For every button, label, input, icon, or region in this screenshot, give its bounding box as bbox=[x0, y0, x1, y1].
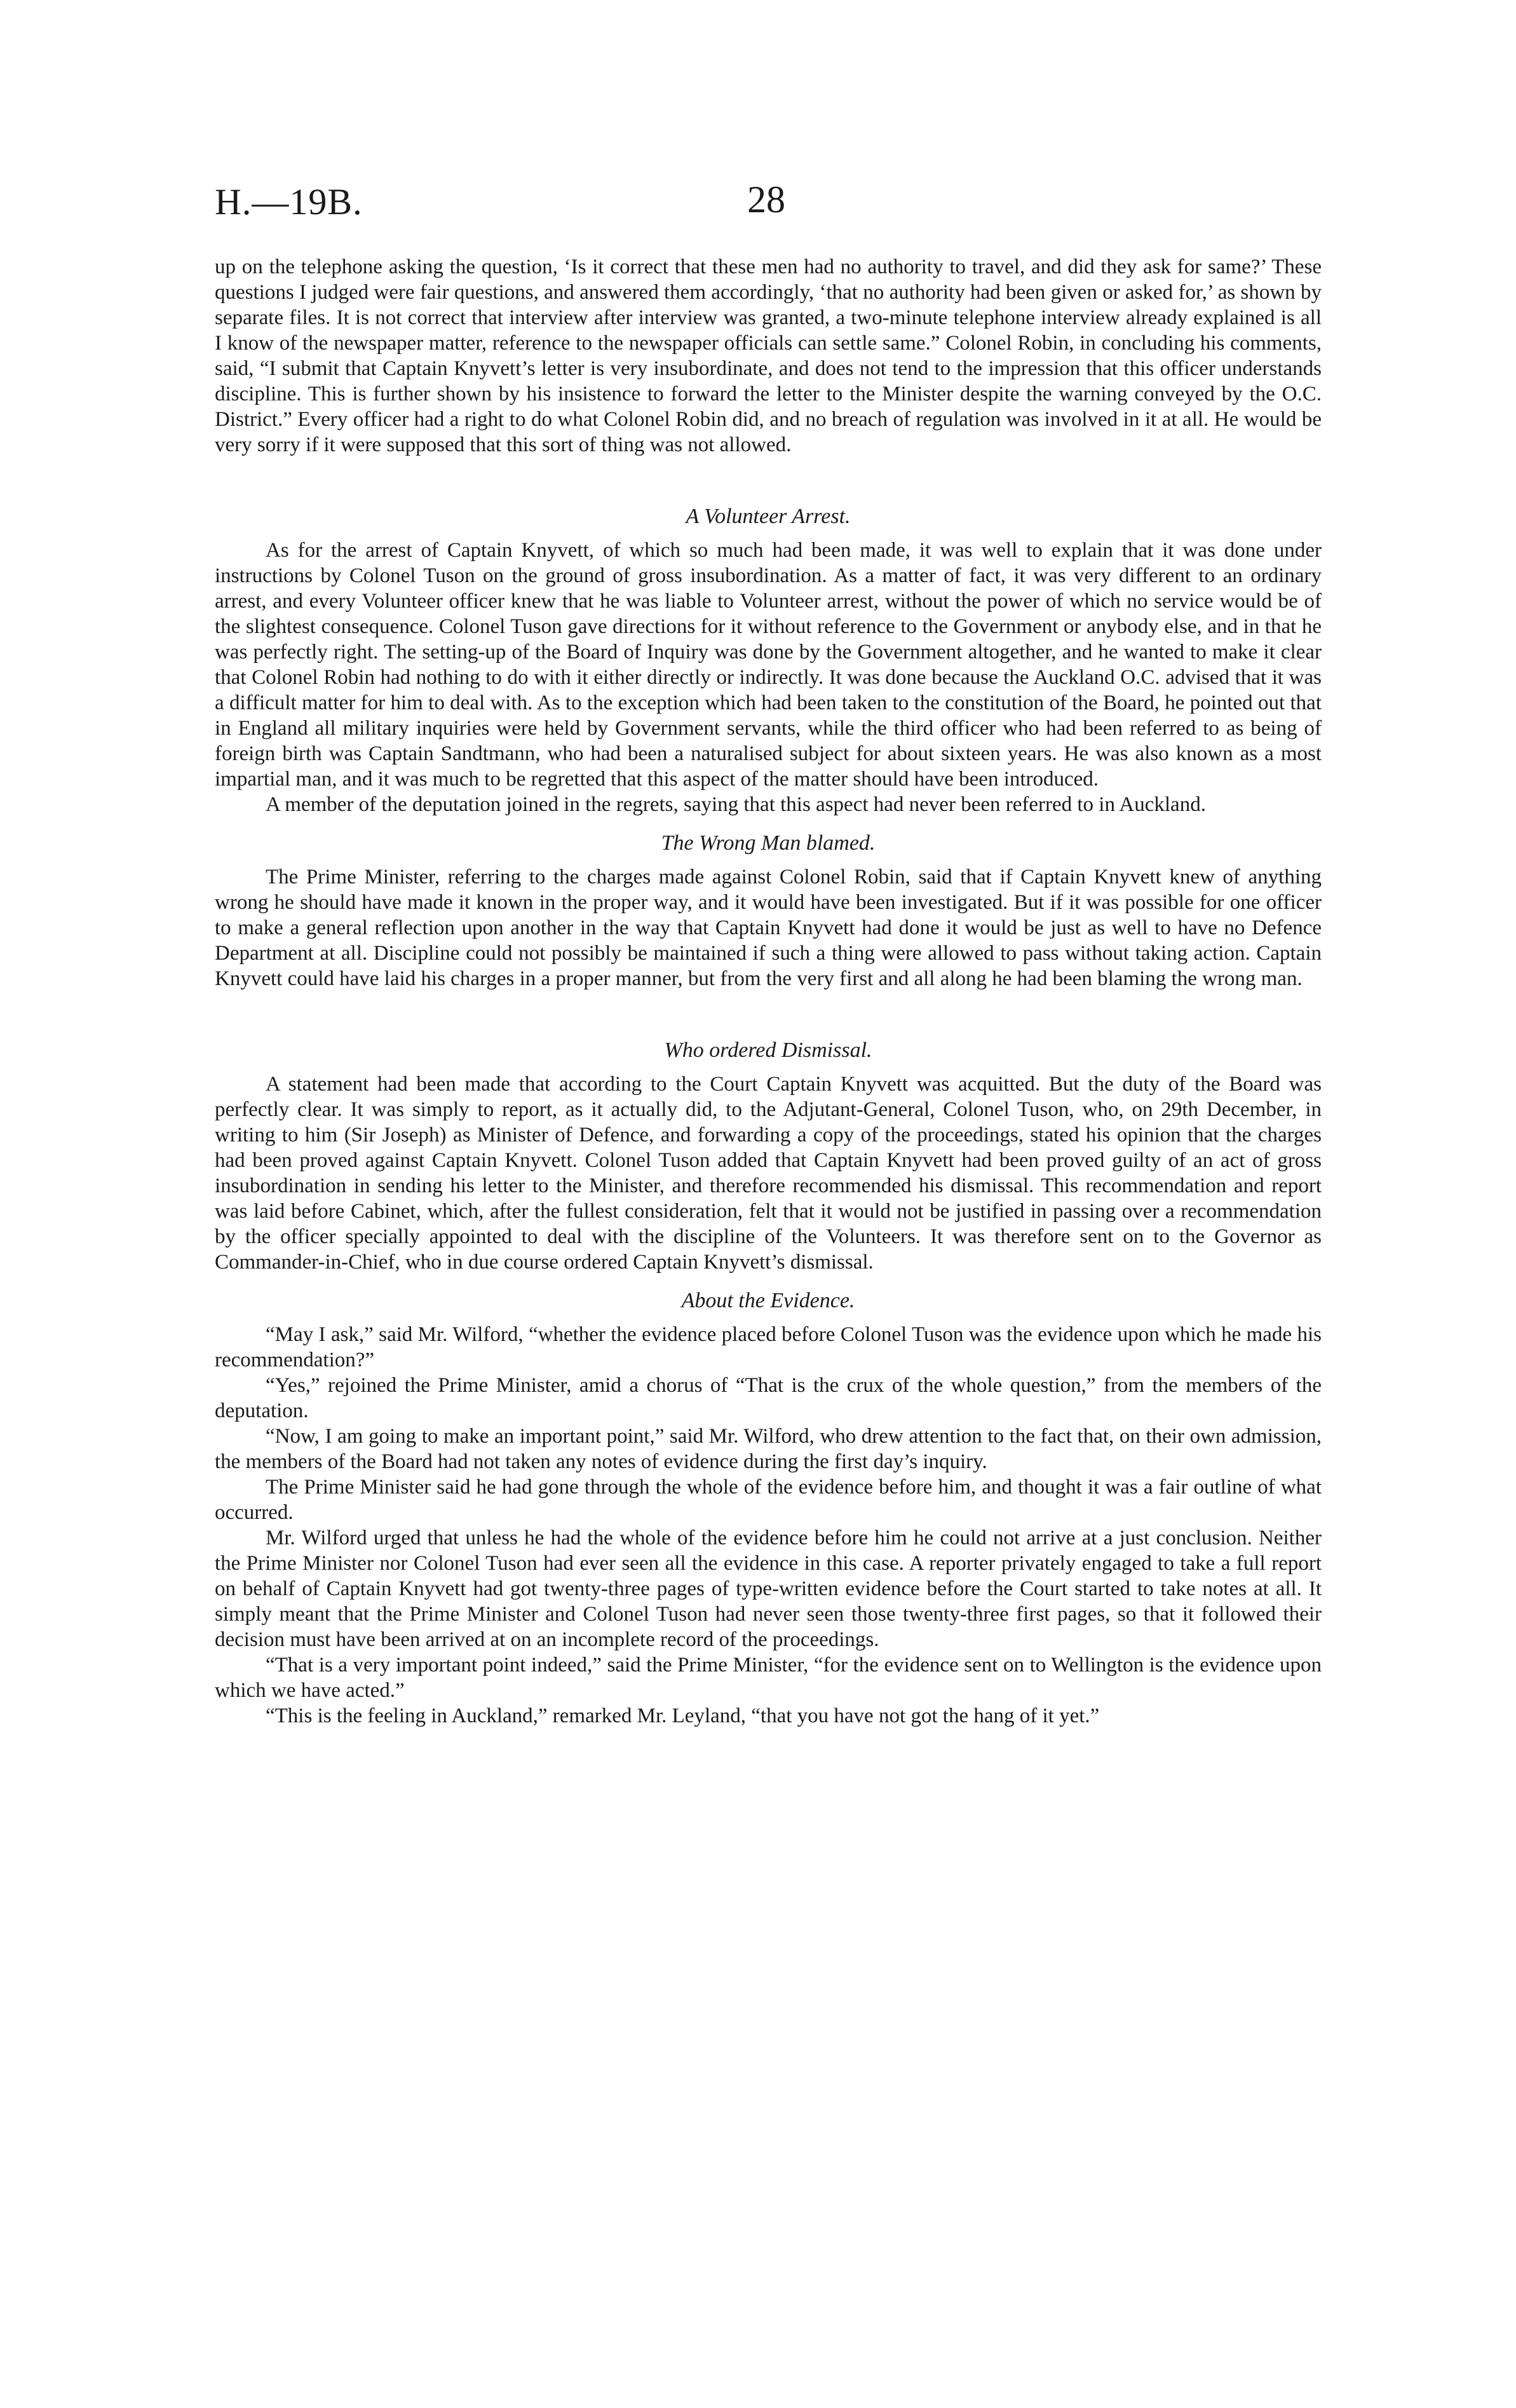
section-about-the-evidence bbox=[215, 1288, 1322, 1729]
paragraph: “This is the feeling in Auckland,” remarked Mr. Leyland, “that you have not got the hang of it yet.” bbox=[266, 1704, 1100, 1727]
section-continuation bbox=[215, 254, 1322, 458]
section-who-ordered-dismissal bbox=[215, 1037, 1322, 1275]
paragraph: A member of the deputation joined in the regrets, saying that this aspect had never been referred to in Auckland. bbox=[266, 793, 1206, 816]
paragraph: The Prime Minister, referring to the charges made against Colonel Robin, said that if Captain Knyvett knew of anything wrong he should have made it known in the proper way, and it would have been investigated. But if it was possible for one officer to make a general reflection upon another in the way that Captain Knyvett had done it would be just as well to have no Defence Department at all. Discipline could not possibly be maintained if such a thing were allowed to pass without taking action. Captain Knyvett could have laid his charges in a proper manner, but from the very first and all along he had been blaming the wrong man. bbox=[215, 866, 1322, 990]
page-header bbox=[0, 180, 1516, 231]
section-heading: About the Evidence. bbox=[681, 1289, 855, 1312]
section-volunteer-arrest bbox=[215, 503, 1322, 817]
paragraph: The Prime Minister said he had gone through the whole of the evidence before him, and thought it was a fair outline of what occurred. bbox=[215, 1476, 1322, 1524]
paragraph: As for the arrest of Captain Knyvett, of which so much had been made, it was well to explain that it was done under instructions by Colonel Tuson on the ground of gross insubordination. As a matter of fact, it was very different to an ordinary arrest, and every Volunteer officer knew that he was liable to Volunteer arrest, without the power of which no service would be of the slightest consequence. Colonel Tuson gave directions for it without reference to the Government or anybody else, and in that he was perfectly right. The setting-up of the Board of Inquiry was done by the Government altogether, and he wanted to make it clear that Colonel Robin had nothing to do with it either directly or indirectly. It was done because the Auckland O.C. advised that it was a difficult matter for him to deal with. As to the exception which had been taken to the constitution of the Board, he pointed out that in England all military inquiries were held by Government servants, while the third officer who had been referred to as being of foreign birth was Captain Sandtmann, who had been a naturalised subject for about sixteen years. He was also known as a most impartial man, and it was much to be regretted that this aspect of the matter should have been introduced. bbox=[215, 539, 1322, 791]
paragraph: “May I ask,” said Mr. Wilford, “whether the evidence placed before Colonel Tuson was the evidence upon which he made his recommendation?” bbox=[215, 1323, 1322, 1371]
section-heading: Who ordered Dismissal. bbox=[664, 1038, 872, 1062]
paragraph: “That is a very important point indeed,” said the Prime Minister, “for the evidence sent on to Wellington is the evidence upon which we have acted.” bbox=[215, 1654, 1322, 1702]
page-number: 28 bbox=[747, 179, 785, 221]
paragraph: A statement had been made that according to the Court Captain Knyvett was acquitted. But the duty of the Board was perfectly clear. It was simply to report, as it actually did, to the Adjutant-General, Colonel Tuson, who, on 29th December, in writing to him (Sir Joseph) as Minister of Defence, and forwarding a copy of the proceedings, stated his opinion that the charges had been proved against Captain Knyvett. Colonel Tuson added that Captain Knyvett had been proved guilty of an act of gross insubordination in sending his letter to the Minister, and therefore recommended his dismissal. This recommendation and report was laid before Cabinet, which, after the fullest consideration, felt that it would not be justified in passing over a recommendation by the officer specially appointed to deal with the discipline of the Volunteers. It was therefore sent on to the Governor as Commander-in-Chief, who in due course ordered Captain Knyvett’s dismissal. bbox=[215, 1073, 1322, 1274]
document-reference: H.—19B. bbox=[215, 181, 363, 222]
paragraph: up on the telephone asking the question, ‘Is it correct that these men had no authority to travel, and did they ask for same?’ These questions I judged were fair questions, and answered them accordingly, ‘that no authority had been given or asked for,’ as shown by separate files. It is not correct that interview after interview was granted, a two-minute telephone interview already explained is all I know of the newspaper matter, reference to the newspaper officials can settle same.” Colonel Robin, in concluding his comments, said, “I submit that Captain Knyvett’s letter is very insubordinate, and does not tend to the impression that this officer understands discipline. This is further shown by his insistence to forward the letter to the Minister despite the warning conveyed by the O.C. District.” Every officer had a right to do what Colonel Robin did, and no breach of regulation was involved in it at all. He would be very sorry if it were supposed that this sort of thing was not allowed. bbox=[215, 255, 1322, 456]
paragraph: Mr. Wilford urged that unless he had the whole of the evidence before him he could not arrive at a just conclusion. Neither the Prime Minister nor Colonel Tuson had ever seen all the evidence in this case. A reporter privately engaged to take a full report on behalf of Captain Knyvett had got twenty-three pages of type-written evidence before the Court started to take notes at all. It simply meant that the Prime Minister and Colonel Tuson had never seen those twenty-three first pages, so that it followed their decision must have been arrived at on an incomplete record of the proceedings. bbox=[215, 1527, 1322, 1651]
section-heading: A Volunteer Arrest. bbox=[686, 505, 851, 528]
section-wrong-man-blamed bbox=[215, 830, 1322, 991]
section-heading: The Wrong Man blamed. bbox=[661, 831, 876, 855]
page-body bbox=[215, 254, 1322, 1729]
paragraph: “Now, I am going to make an important point,” said Mr. Wilford, who drew attention to the fact that, on their own admission, the members of the Board had not taken any notes of evidence during the first day’s inquiry. bbox=[215, 1425, 1322, 1473]
paragraph: “Yes,” rejoined the Prime Minister, amid a chorus of “That is the crux of the whole question,” from the members of the deputation. bbox=[215, 1374, 1322, 1422]
